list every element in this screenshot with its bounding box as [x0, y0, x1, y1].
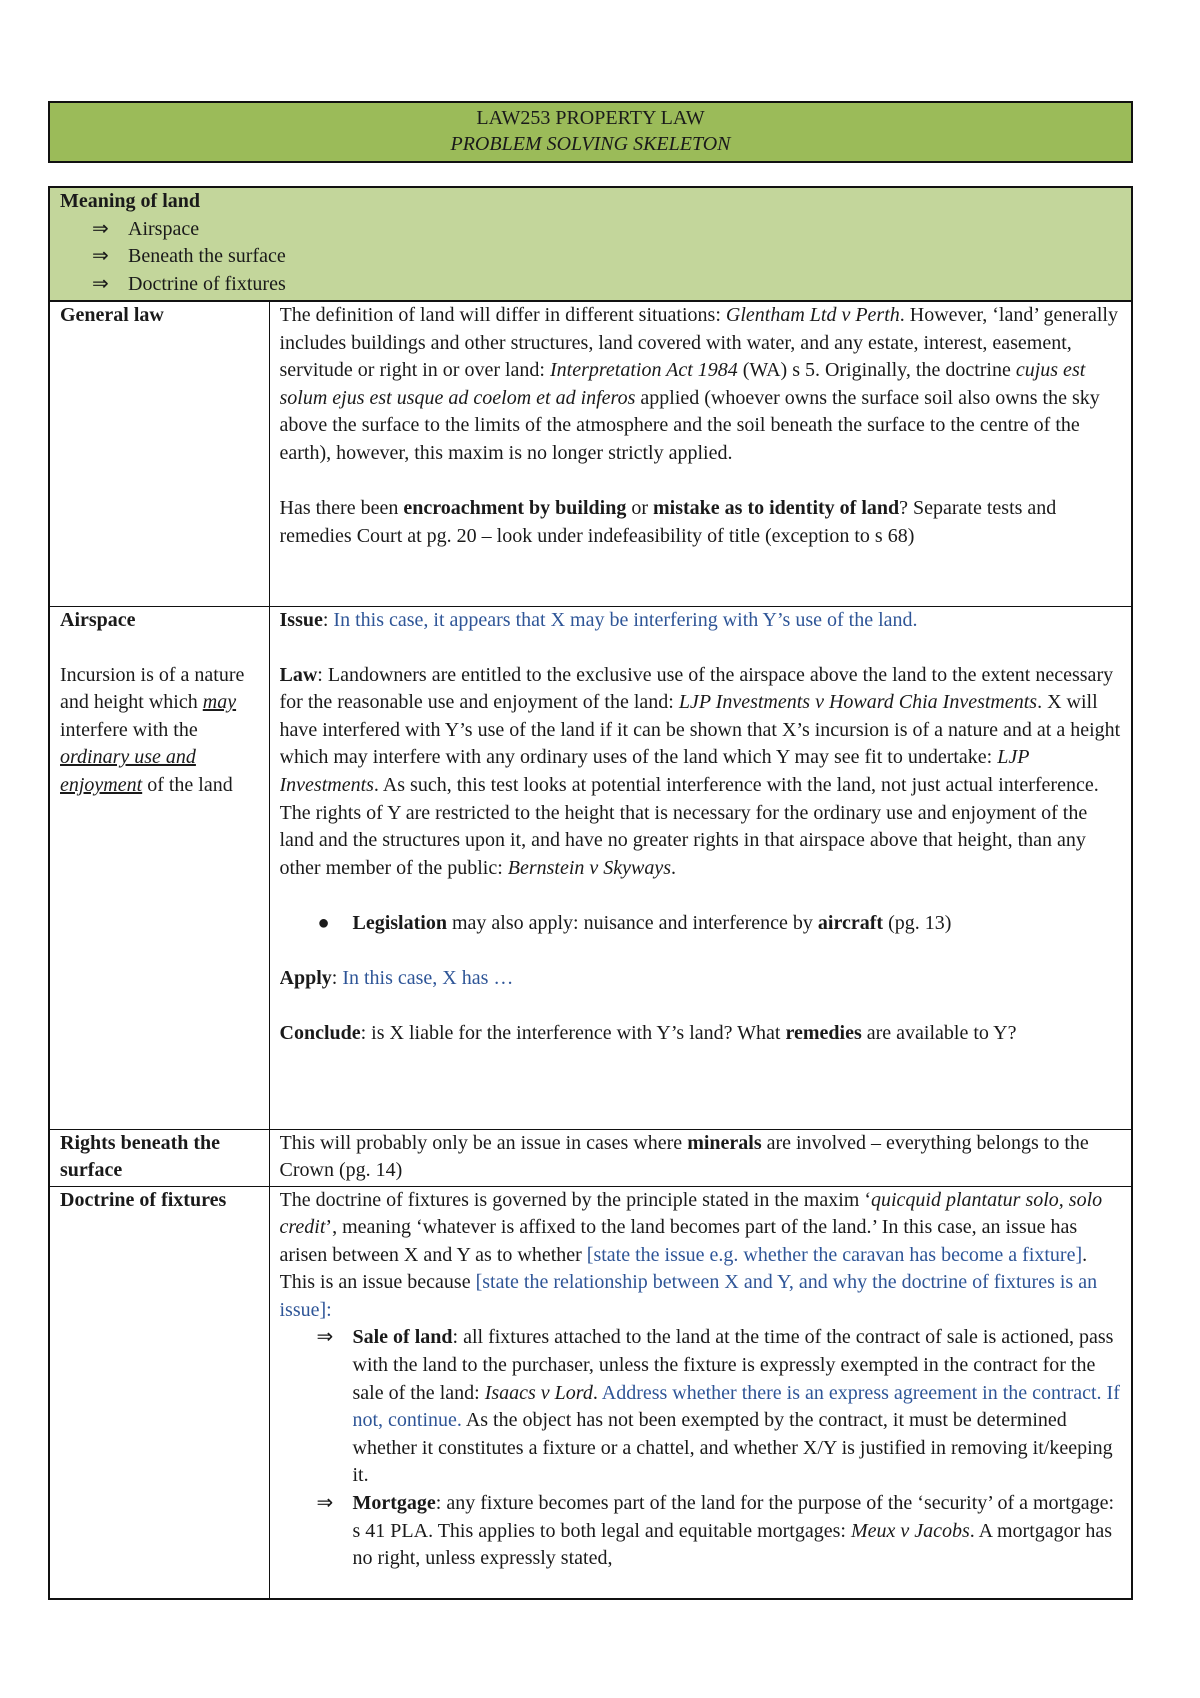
meaning-item-label: Beneath the surface	[128, 245, 286, 268]
document-title-box	[48, 101, 1133, 163]
label-paragraph	[60, 1130, 259, 1185]
text-run: . However, ‘land’ generally includes buildings and other structures, land covered with water, and any estate, interest, easement, servitude or right in or over land:	[279, 304, 1118, 382]
text-run: cujus est solum ejus est usque ad coelom et ad inferos	[279, 359, 1086, 409]
guidance-text: Address whether there is an express agreement in the contract. If not, continue.	[352, 1381, 1120, 1432]
text-run: LJP Investments	[279, 746, 1030, 797]
document-title: LAW253 PROPERTY LAW	[476, 107, 705, 129]
row-label-cell	[49, 1129, 269, 1186]
text-run: . As such, this test looks at potential interference with the land, not just actual interference. The rights of Y are restricted to the height that is necessary for the ordinary use and enjoyment of the land and the structures upon it, and have no greater rights in that airspace above that height, than any other member of the public:	[279, 774, 1099, 879]
text-run: Issue	[279, 608, 323, 631]
text-run: applied (whoever owns the surface soil also owns the sky above the surface to the limits of the atmosphere and the soil beneath the surface to the centre of the earth), however, this maxim is no longer strictly applied.	[279, 386, 1100, 464]
paragraph	[280, 965, 1122, 993]
text-run: Meux v Jacobs	[850, 1519, 970, 1542]
row-content	[280, 302, 1122, 550]
row-label-cell	[49, 606, 269, 1129]
text-run: Isaacs v Lord	[484, 1381, 593, 1404]
text-run: (pg. 13)	[883, 912, 952, 935]
text-run: :	[322, 608, 334, 631]
meaning-item-label: Airspace	[128, 217, 200, 240]
text-run: . A mortgagor has no right, unless expressly stated,	[352, 1519, 1112, 1570]
spacer	[280, 993, 1122, 1021]
row-label	[60, 1130, 259, 1185]
paragraph	[280, 607, 1122, 635]
label-paragraph	[60, 607, 259, 635]
text-run: Rights beneath the surface	[60, 1131, 221, 1182]
text-run: minerals	[687, 1131, 762, 1154]
bullet-list-item	[280, 910, 1122, 938]
row-content-cell	[269, 1186, 1132, 1599]
spacer	[280, 634, 1122, 662]
text-run: . X will have interfered with Y’s use of the land if it can be shown that X’s incursion is of a nature and at a height which may interfere with any ordinary uses of the land which Y may see fit to undertake:	[279, 691, 1121, 769]
arrow-icon: ⇒	[316, 1326, 334, 1349]
label-paragraph	[60, 634, 259, 662]
row-rights-beneath-surface	[49, 1129, 1132, 1186]
text-run: : Landowners are entitled to the exclusive use of the airspace above the land to the extent necessary for the reasonable use and enjoyment of the land:	[279, 663, 1114, 714]
text-run: ? Separate tests and remedies Court at pg. 20 – look under indefeasibility of title (exception to s 68)	[279, 497, 1057, 547]
text-run: This will probably only be an issue in cases where	[279, 1131, 688, 1154]
text-run: Airspace	[60, 608, 136, 631]
meaning-of-land-header-row	[49, 187, 1132, 301]
guidance-text: In this case, it appears that X may be interfering with Y’s use of the land.	[333, 608, 918, 631]
text-run: General law	[60, 304, 164, 326]
text-run: encroachment by building	[403, 497, 627, 520]
text-run: or	[626, 497, 653, 520]
meaning-of-land-title: Meaning of land	[60, 190, 201, 212]
spacer	[280, 882, 1122, 910]
text-run: Interpretation Act 1984	[550, 359, 738, 382]
row-content	[280, 1130, 1122, 1185]
document-subtitle: PROBLEM SOLVING SKELETON	[450, 133, 731, 155]
text-run: are involved – everything belongs to the Crown (pg. 14)	[279, 1131, 1089, 1182]
spacer	[280, 938, 1122, 966]
text-run: : any fixture becomes part of the land for the purpose of the ‘security’ of a mortgage: s 41 PLA. This applies to both legal and equitable mortgages:	[352, 1492, 1115, 1542]
text-run: remedies	[785, 1022, 862, 1045]
row-label	[60, 1187, 259, 1215]
text-run: .	[671, 856, 677, 879]
paragraph	[280, 1187, 1122, 1325]
row-doctrine-of-fixtures	[49, 1186, 1132, 1599]
paragraph	[280, 1130, 1122, 1185]
text-run: Mortgage	[352, 1492, 436, 1515]
text-run: of the land	[142, 774, 233, 797]
row-content-cell	[269, 301, 1132, 606]
row-label	[60, 607, 259, 800]
text-run: Law	[279, 663, 318, 686]
row-label-cell	[49, 301, 269, 606]
skeleton-table	[48, 186, 1133, 1600]
text-run: interfere with the	[60, 718, 198, 741]
row-content	[280, 607, 1122, 1049]
arrow-icon: ⇒	[92, 217, 109, 240]
text-run: mistake as to identity of land	[653, 497, 900, 520]
paragraph	[280, 662, 1122, 883]
row-general-law	[49, 301, 1132, 606]
guidance-text: In this case, X has …	[342, 967, 514, 990]
text-run: ordinary use and enjoyment	[60, 746, 196, 797]
arrow-icon: ⇒	[316, 1492, 334, 1515]
spacer	[280, 468, 1122, 496]
arrow-list-item	[280, 1324, 1122, 1490]
text-run: Legislation	[352, 912, 447, 935]
row-airspace	[49, 606, 1132, 1129]
paragraph	[280, 495, 1122, 550]
text-run: quicquid plantatur solo, solo credit	[279, 1188, 1103, 1239]
text-run: Bernstein v Skyways	[507, 856, 672, 879]
bullet-icon: ●	[317, 912, 330, 935]
text-run: are available to Y?	[861, 1022, 1017, 1045]
meaning-list-item	[92, 243, 1121, 271]
arrow-icon: ⇒	[92, 245, 109, 268]
text-run: Apply	[279, 967, 332, 990]
text-run: As the object has not been exempted by the contract, it must be determined whether it constitutes a fixture or a chattel, and whether X/Y is justified in removing it/keeping it.	[352, 1409, 1113, 1487]
text-run: may	[202, 691, 237, 714]
text-run: Conclude	[279, 1022, 361, 1045]
meaning-of-land-list	[60, 216, 1121, 299]
meaning-list-item	[92, 216, 1121, 244]
text-run: .	[592, 1381, 602, 1404]
row-content-cell	[269, 1129, 1132, 1186]
text-run: LJP Investments v Howard Chia Investments	[678, 691, 1038, 714]
text-run: aircraft	[817, 912, 884, 935]
arrow-icon: ⇒	[92, 272, 109, 295]
text-run: Doctrine of fixtures	[60, 1188, 227, 1211]
paragraph	[280, 302, 1122, 468]
text-run: (WA) s 5. Originally, the doctrine	[737, 359, 1016, 382]
text-run: . This is an issue because	[279, 1243, 1088, 1294]
text-run: The definition of land will differ in different situations:	[279, 304, 726, 326]
label-paragraph	[60, 1187, 259, 1215]
row-label	[60, 302, 259, 330]
paragraph	[280, 1020, 1122, 1048]
label-paragraph	[60, 662, 259, 800]
text-run: The doctrine of fixtures is governed by the principle stated in the maxim ‘	[279, 1188, 871, 1211]
row-label-cell	[49, 1186, 269, 1599]
text-run: : is X liable for the interference with Y’s land? What	[360, 1022, 786, 1045]
text-run: : all fixtures attached to the land at the time of the contract of sale is actioned, pass with the land to the purchaser, unless the fixture is expressly exempted in the contract for the sale of the land:	[352, 1326, 1114, 1404]
guidance-text: [state the relationship between X and Y, and why the doctrine of fixtures is an issue]:	[279, 1271, 1098, 1321]
arrow-list-item	[280, 1490, 1122, 1573]
text-run: Glentham Ltd v Perth	[725, 304, 900, 326]
text-run: may also apply: nuisance and interference by	[446, 912, 818, 935]
text-run: ’, meaning ‘whatever is affixed to the land becomes part of the land.’ In this case, an issue has arisen between X and Y as to whether	[279, 1216, 1078, 1266]
meaning-of-land-cell	[49, 187, 1132, 301]
row-content	[280, 1187, 1122, 1573]
guidance-text: [state the issue e.g. whether the caravan has become a fixture]	[586, 1243, 1083, 1266]
text-run: :	[331, 967, 343, 990]
text-run: Incursion is of a nature and height which	[60, 663, 245, 714]
meaning-list-item	[92, 271, 1121, 299]
label-paragraph	[60, 302, 259, 330]
row-content-cell	[269, 606, 1132, 1129]
text-run: Has there been	[279, 497, 404, 520]
meaning-item-label: Doctrine of fixtures	[128, 272, 286, 295]
text-run: Sale of land	[352, 1326, 453, 1349]
